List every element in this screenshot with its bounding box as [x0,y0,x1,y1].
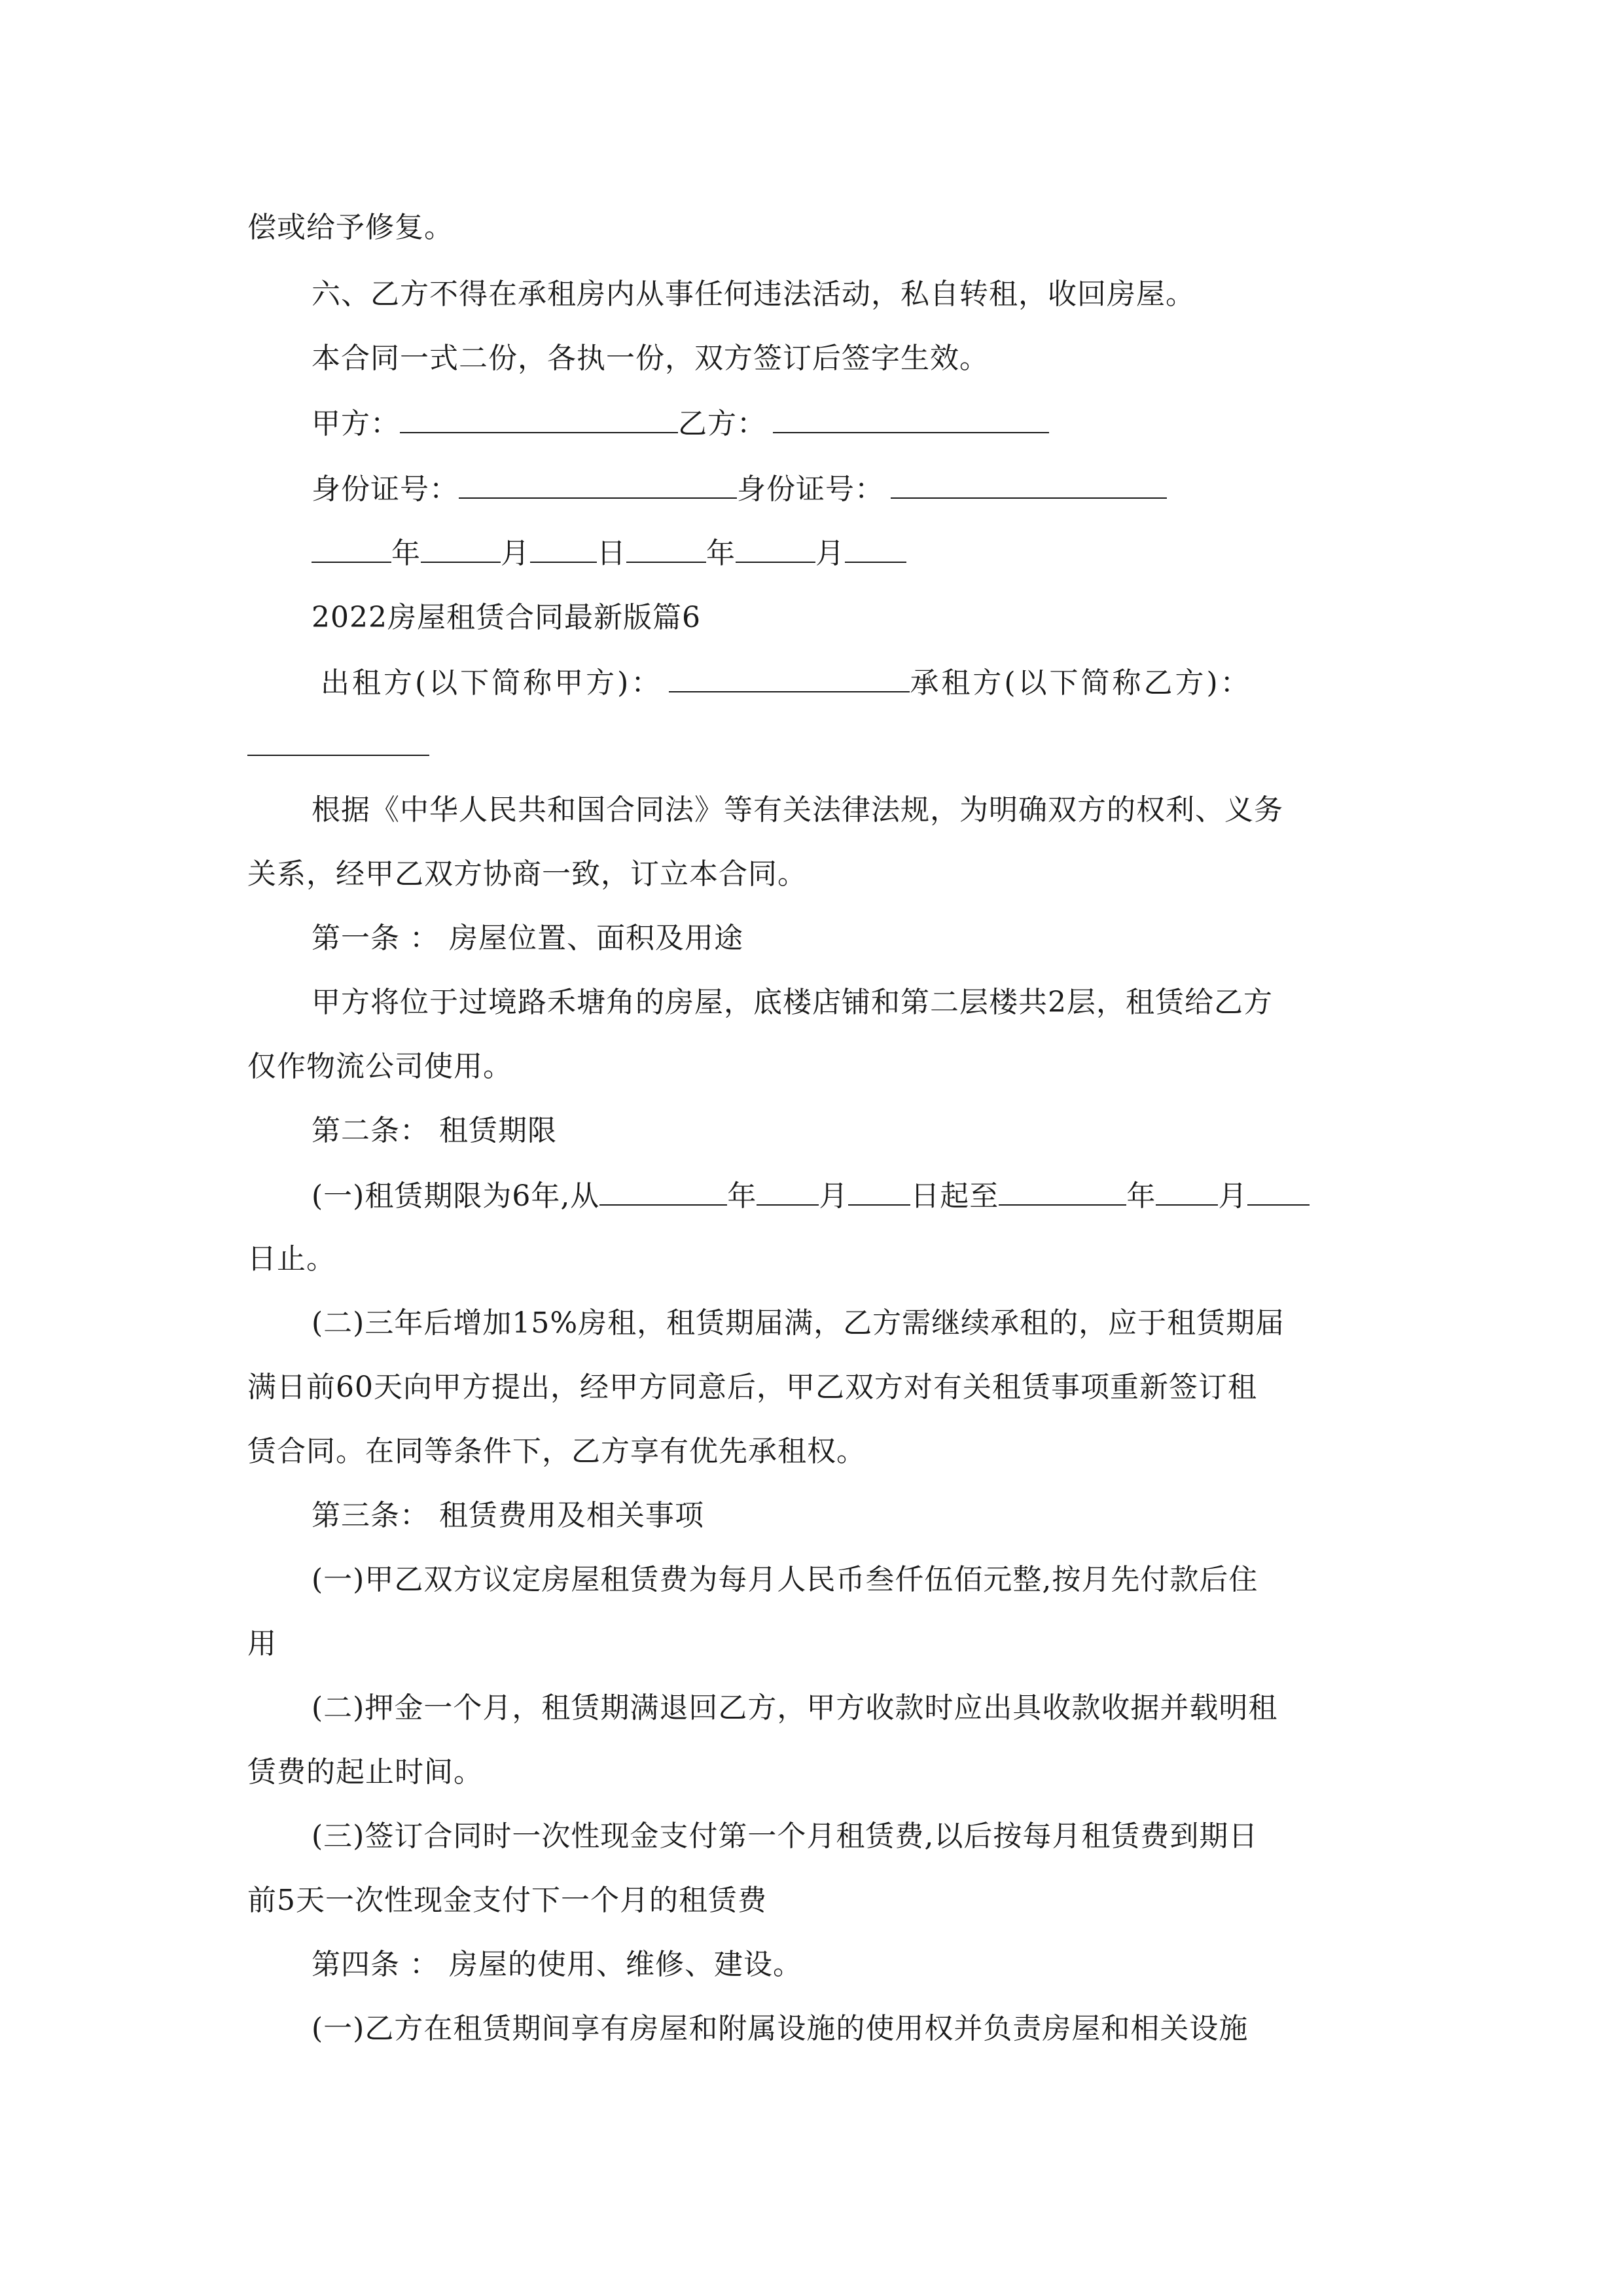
blank-line [599,1175,727,1206]
blank-line [891,469,1167,499]
blank-line [999,1175,1126,1206]
id-b-label: 身份证号： [737,473,884,506]
paragraph-line: 甲方将位于过境路禾塘角的房屋，底楼店铺和第二层楼共2层，租赁给乙方 [312,986,1273,1019]
blank-line [626,533,706,563]
blank-line [757,1175,819,1206]
blank-line [1247,1175,1310,1206]
blank-line [400,403,678,433]
date-year-label: 年 [706,537,736,570]
blank-line [459,469,737,499]
article-heading: 第四条 ： 房屋的使用、维修、建设。 [312,1948,802,1981]
paragraph-line: 仅作物流公司使用。 [247,1050,512,1083]
party-a-label: 甲方： [312,407,400,440]
lessee-label: 承租方(以下简称乙方)： [910,666,1252,700]
text-span: 年 [1126,1179,1156,1213]
article-heading: 第二条： 租赁期限 [312,1114,557,1147]
date-month-label: 月 [815,537,845,570]
section-title: 2022房屋租赁合同最新版篇6 [312,601,701,634]
paragraph-line: 关系，经甲乙双方协商一致，订立本合同。 [247,857,807,891]
paragraph-line: (二)三年后增加15%房租，租赁期届满，乙方需继续承租的，应于租赁期届 [312,1306,1285,1340]
blank-line [421,533,501,563]
paragraph-line: 本合同一式二份，各执一份，双方签订后签字生效。 [312,342,989,375]
date-year-label: 年 [391,537,421,570]
paragraph-line: (一)甲乙双方议定房屋租赁费为每月人民币叁仟伍佰元整,按月先付款后住 [312,1563,1258,1596]
date-day-label: 日 [597,537,626,570]
id-number-line [312,469,1167,509]
blank-line [1156,1175,1218,1206]
text-span: 月 [819,1179,849,1213]
date-line [312,533,906,573]
parties-line [321,662,1252,703]
signature-line [312,403,1049,444]
paragraph-line: 赁费的起止时间。 [247,1755,483,1789]
paragraph-line: 日止。 [247,1242,336,1276]
blank-line [773,403,1049,433]
paragraph-line: 前5天一次性现金支付下一个月的租赁费 [247,1884,767,1917]
paragraph-line: 根据《中华人民共和国合同法》等有关法律法规，为明确双方的权利、义务 [312,793,1283,827]
lease-term-line [312,1175,1310,1216]
paragraph-line: 赁合同。在同等条件下，乙方享有优先承租权。 [247,1435,866,1468]
lessor-label: 出租方(以下简称甲方)： [321,666,663,700]
paragraph-line: 偿或给予修复。 [247,211,454,244]
paragraph-line: 六、乙方不得在承租房内从事任何违法活动，私自转租，收回房屋。 [312,278,1195,311]
text-span: 月 [1218,1179,1248,1213]
text-span: 日起至 [910,1179,999,1213]
paragraph-line: 用 [247,1627,277,1660]
blank-line [669,662,910,692]
id-a-label: 身份证号： [312,473,459,506]
text-span: 年 [727,1179,757,1213]
blank-line [848,1175,910,1206]
blank-line [736,533,815,563]
date-month-label: 月 [501,537,530,570]
article-heading: 第三条： 租赁费用及相关事项 [312,1499,704,1532]
blank-line [530,533,597,563]
paragraph-line: (一)乙方在租赁期间享有房屋和附属设施的使用权并负责房屋和相关设施 [312,2012,1249,2045]
blank-line [247,755,429,756]
blank-line [845,533,906,563]
paragraph-line: (二)押金一个月，租赁期满退回乙方，甲方收款时应出具收款收据并载明租 [312,1691,1278,1725]
paragraph-line: 满日前60天向甲方提出，经甲方同意后，甲乙双方对有关租赁事项重新签订租 [247,1371,1257,1404]
blank-line [312,533,391,563]
party-b-label: 乙方： [678,407,766,440]
text-span: (一)租赁期限为6年,从 [312,1179,600,1213]
paragraph-line: (三)签订合同时一次性现金支付第一个月租赁费,以后按每月租赁费到期日 [312,1820,1258,1853]
article-heading: 第一条 ： 房屋位置、面积及用途 [312,922,743,955]
